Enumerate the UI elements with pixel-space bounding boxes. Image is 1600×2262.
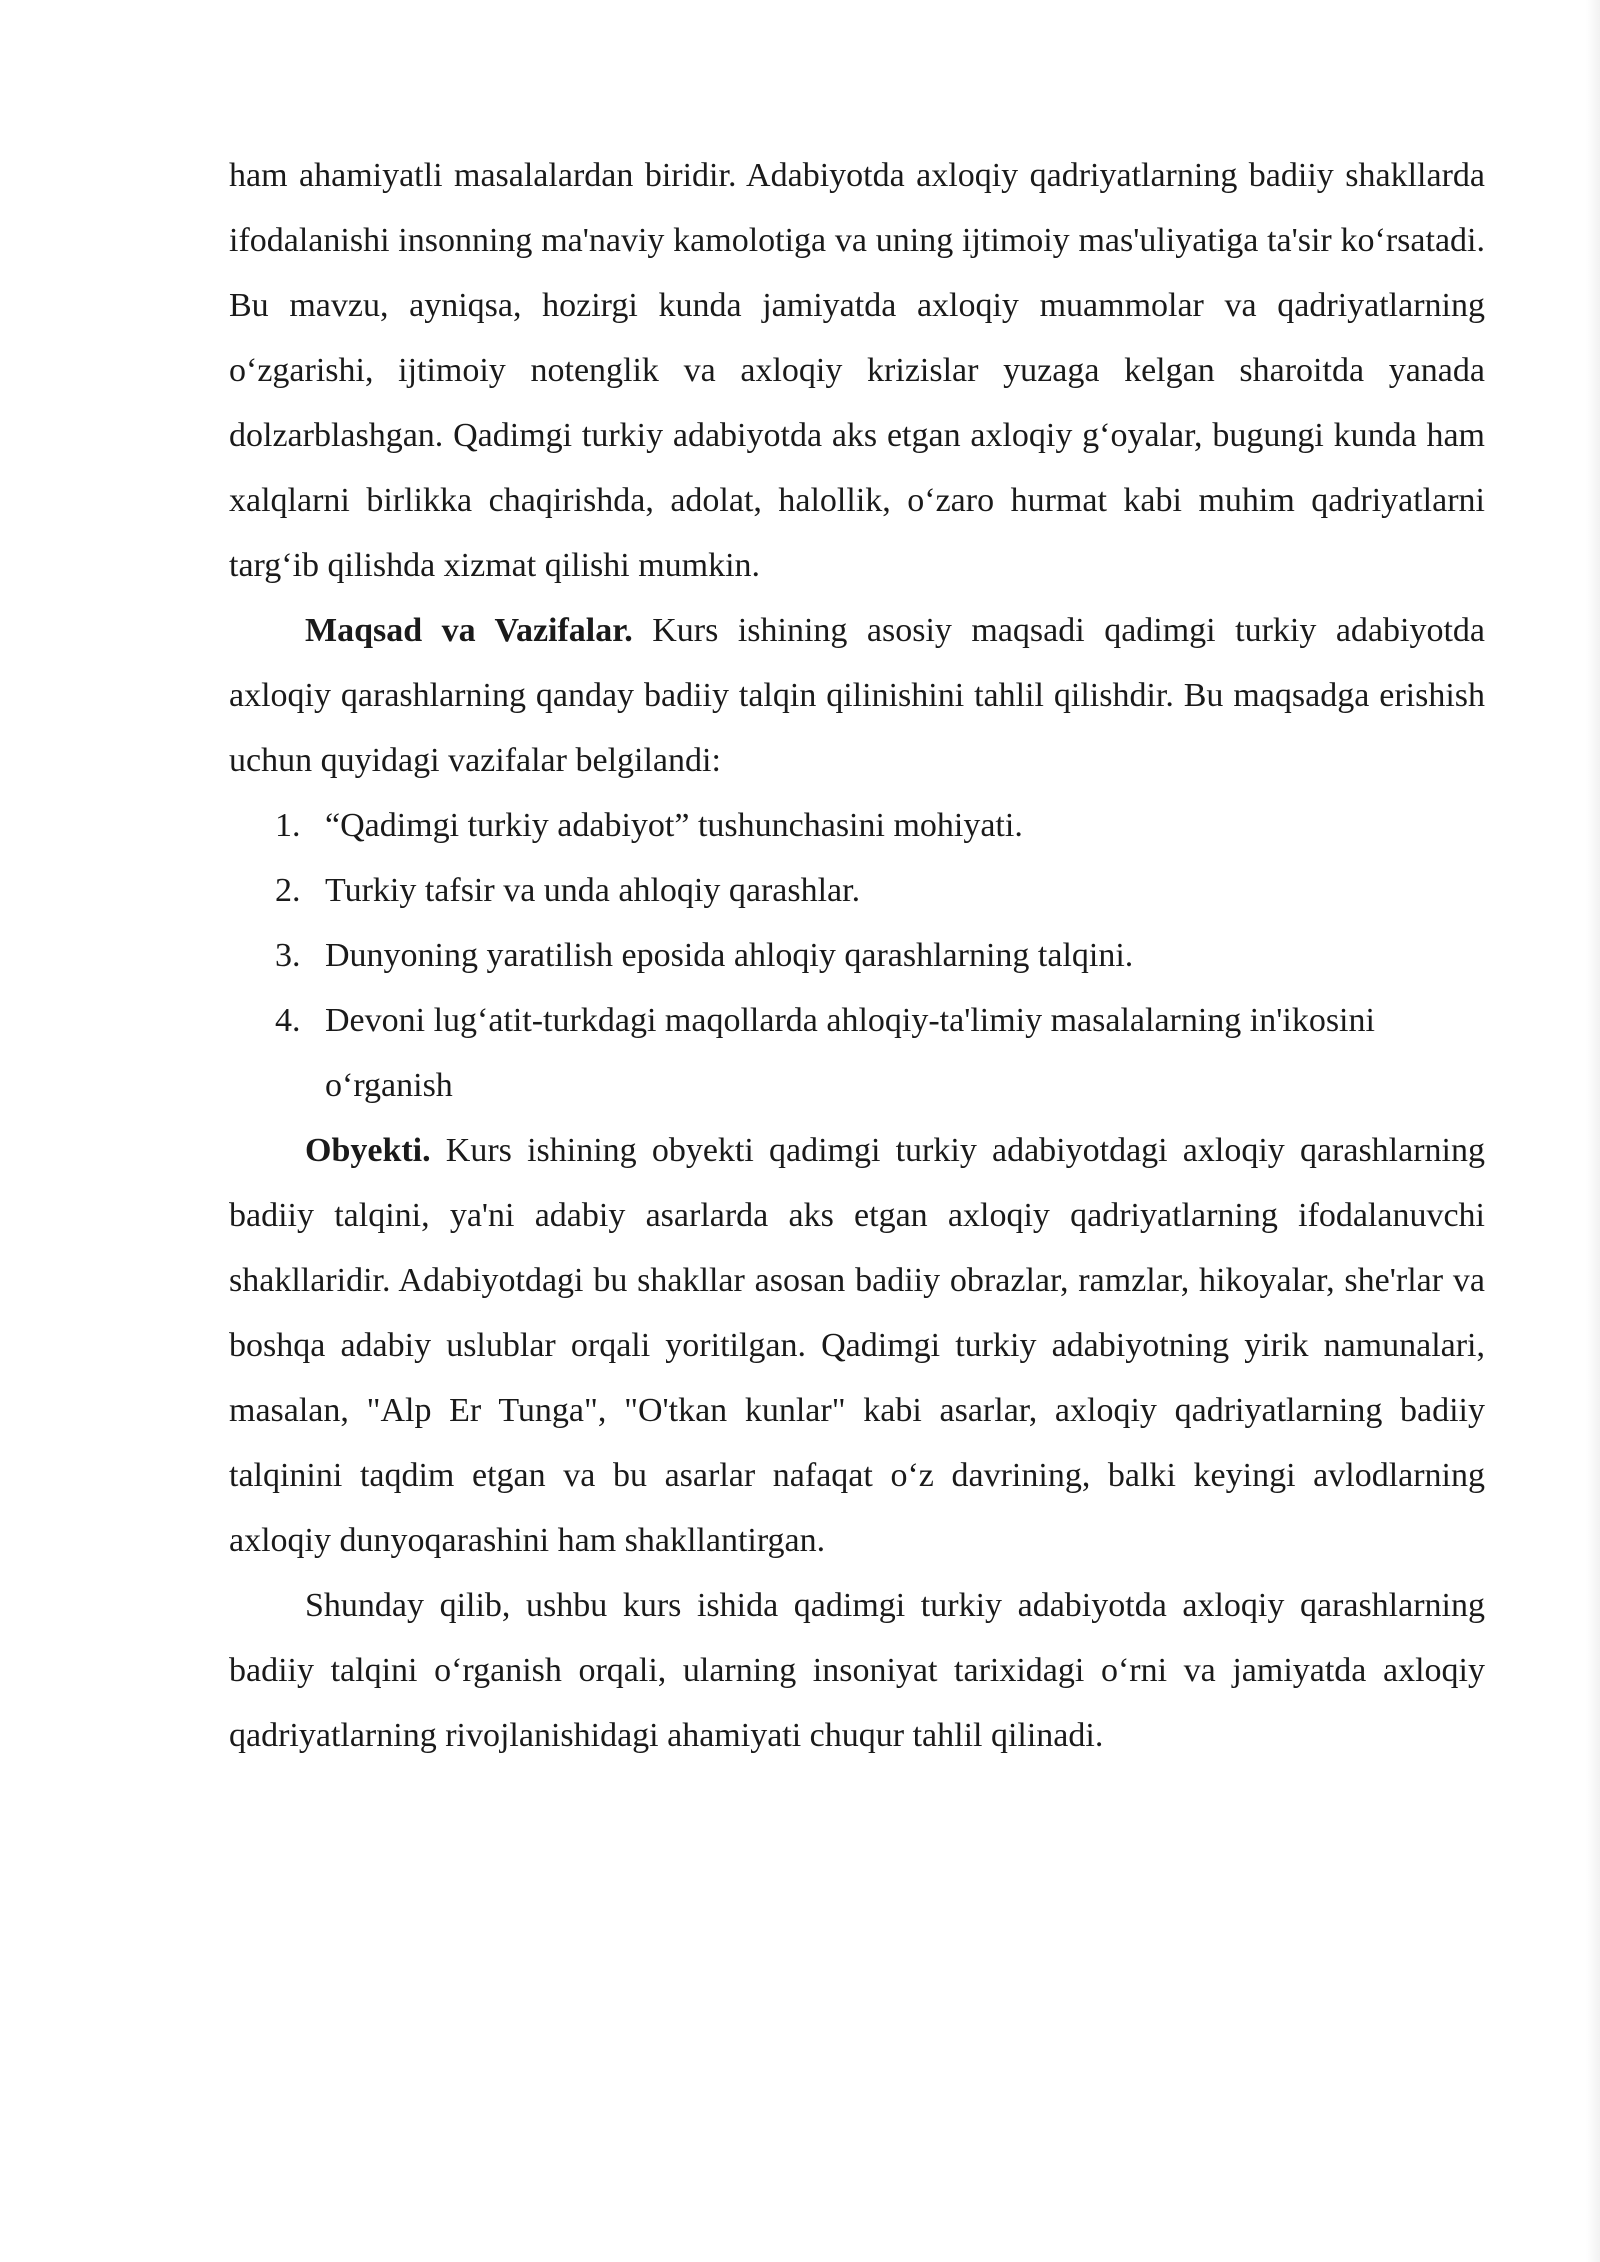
- list-item-number: 4.: [275, 1002, 301, 1039]
- list-item-number: 1.: [275, 807, 301, 844]
- list-item: [275, 923, 1485, 988]
- goals-text: Kurs ishining asosiy maqsadi qadimgi turkiy adabiyotda axloqiy qarashlarning qanday badiiy talqin qilinishini tahlil qilishdir. Bu maqsadga erishish uchun quyidagi vazifalar belgilandi:: [229, 612, 1486, 779]
- object-paragraph: [229, 1118, 1485, 1573]
- page-edge: [1586, 0, 1600, 2262]
- tasks-list: [229, 793, 1485, 1118]
- object-text: Kurs ishining obyekti qadimgi turkiy adabiyotdagi axloqiy qarashlarning badiiy talqini, ya'ni adabiy asarlarda aks etgan axloqiy qadriyatlarning ifodalanuvchi shakllaridir. Adabiyotdagi bu shakllar asosan badiiy obrazlar, ramzlar, hikoyalar, she'rlar va boshqa adabiy uslublar orqali yoritilgan. Qadimgi turkiy adabiyotning yirik namunalari, masalan, "Alp Er Tunga", "O'tkan kunlar" kabi asarlar, axloqiy qadriyatlarning badiiy talqinini taqdim etgan va bu asarlar nafaqat o‘z davrining, balki keyingi avlodlarning axloqiy dunyoqarashini ham shakllantirgan.: [229, 1132, 1485, 1559]
- document-body: [229, 143, 1485, 1768]
- conclusion-paragraph: Shunday qilib, ushbu kurs ishida qadimgi turkiy adabiyotda axloqiy qarashlarning badiiy talqini o‘rganish orqali, ularning insoniyat tarixidagi o‘rni va jamiyatda axloqiy qadriyatlarning rivojlanishidagi ahamiyati chuqur tahlil qilinadi.: [229, 1587, 1485, 1754]
- goals-heading: Maqsad va Vazifalar.: [305, 612, 633, 649]
- list-item-text: “Qadimgi turkiy adabiyot” tushunchasini mohiyati.: [325, 807, 1023, 844]
- list-item-text: Turkiy tafsir va unda ahloqiy qarashlar.: [325, 872, 861, 909]
- list-item-number: 3.: [275, 937, 301, 974]
- goals-paragraph: [229, 598, 1485, 793]
- list-item: [275, 858, 1485, 923]
- list-item: [275, 793, 1485, 858]
- list-item-text: Dunyoning yaratilish eposida ahloqiy qarashlarning talqini.: [325, 937, 1134, 974]
- list-item: [275, 988, 1485, 1118]
- intro-paragraph: ham ahamiyatli masalalardan biridir. Adabiyotda axloqiy qadriyatlarning badiiy shakllarda ifodalanishi insonning ma'naviy kamolotiga va uning ijtimoiy mas'uliyatiga ta'sir ko‘rsatadi. Bu mavzu, ayniqsa, hozirgi kunda jamiyatda axloqiy muammolar va qadriyatlarning o‘zgarishi, ijtimoiy notenglik va axloqiy krizislar yuzaga kelgan sharoitda yanada dolzarblashgan. Qadimgi turkiy adabiyotda aks etgan axloqiy g‘oyalar, bugungi kunda ham xalqlarni birlikka chaqirishda, adolat, halollik, o‘zaro hurmat kabi muhim qadriyatlarni targ‘ib qilishda xizmat qilishi mumkin.: [229, 157, 1485, 584]
- list-item-text: Devoni lug‘atit-turkdagi maqollarda ahloqiy-ta'limiy masalalarning in'ikosini o‘rganish: [325, 1002, 1375, 1104]
- object-heading: Obyekti.: [305, 1132, 431, 1169]
- list-item-number: 2.: [275, 872, 301, 909]
